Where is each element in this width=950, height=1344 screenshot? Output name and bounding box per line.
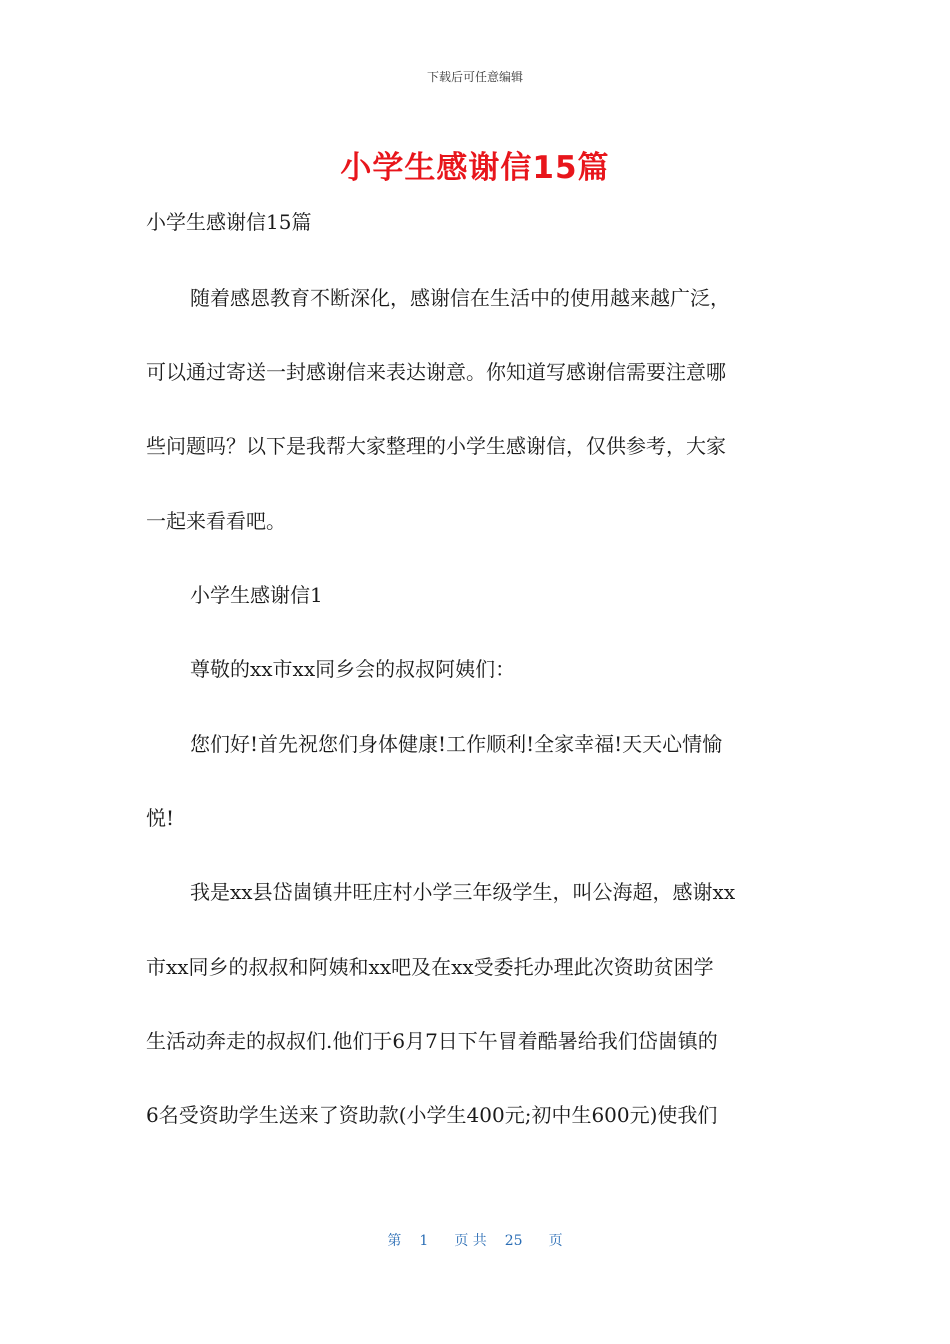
- footer-prefix: 第: [387, 1233, 402, 1249]
- document-title: 小学生感谢信15篇: [340, 150, 610, 186]
- footer-page-number: 1: [419, 1233, 429, 1249]
- body-line-9: 我是xx县岱崮镇井旺庄村小学三年级学生，叫公海超，感谢xx: [190, 880, 736, 904]
- body-line-11: 生活动奔走的叔叔们.他们于6月7日下午冒着酷暑给我们岱崮镇的: [146, 1029, 718, 1053]
- body-line-2: 可以通过寄送一封感谢信来表达谢意。你知道写感谢信需要注意哪: [146, 360, 726, 384]
- footer-total-pages: 25: [504, 1233, 523, 1249]
- body-line-10: 市xx同乡的叔叔和阿姨和xx吧及在xx受委托办理此次资助贫困学: [146, 955, 714, 979]
- body-line-3: 些问题吗？以下是我帮大家整理的小学生感谢信，仅供参考，大家: [146, 434, 726, 458]
- body-line-7: 您们好!首先祝您们身体健康!工作顺利!全家幸福!天天心情愉: [190, 732, 723, 756]
- page-footer: [0, 1230, 950, 1250]
- body-line-12: 6名受资助学生送来了资助款(小学生400元;初中生600元)使我们: [146, 1103, 718, 1127]
- body-line-6: 尊敬的xx市xx同乡会的叔叔阿姨们：: [190, 657, 516, 681]
- body-line-5: 小学生感谢信1: [190, 583, 323, 607]
- body-line-4: 一起来看看吧。: [146, 509, 286, 533]
- footer-middle: 页 共: [454, 1233, 487, 1249]
- body-line-1: 随着感恩教育不断深化，感谢信在生活中的使用越来越广泛，: [190, 286, 730, 310]
- body-line-8: 悦!: [146, 806, 175, 830]
- footer-suffix: 页: [548, 1233, 563, 1249]
- body-line-0: 小学生感谢信15篇: [146, 210, 312, 234]
- header-note: 下载后可任意编辑: [426, 70, 523, 84]
